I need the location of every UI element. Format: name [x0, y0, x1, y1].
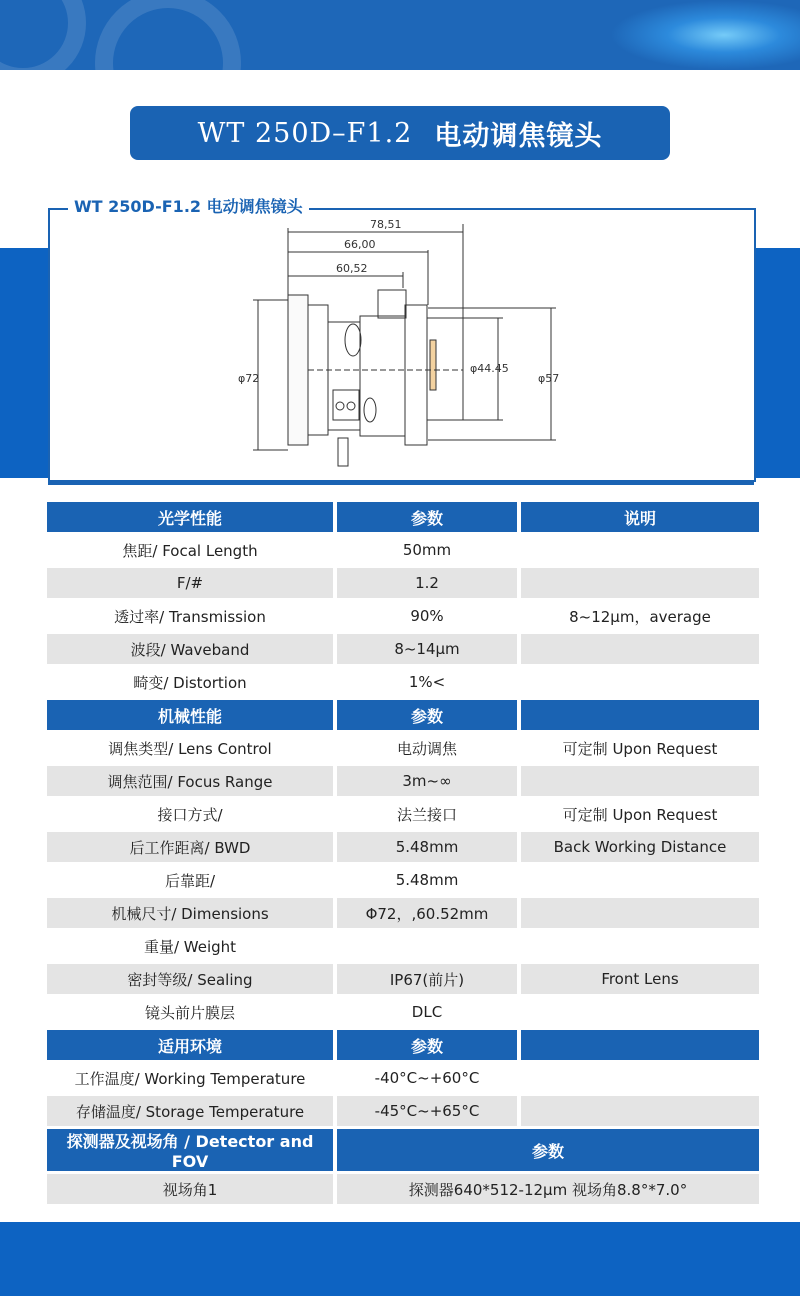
table-cell: 说明 [521, 502, 759, 535]
table-cell: 透过率/ Transmission [47, 601, 333, 634]
table-cell [521, 1063, 759, 1096]
table-cell: 后靠距/ [47, 865, 333, 898]
table-cell [521, 1096, 759, 1129]
section-header-optical [47, 502, 759, 535]
table-row [47, 799, 759, 832]
lens-technical-drawing [48, 210, 748, 478]
table-cell: 畸变/ Distortion [47, 667, 333, 700]
table-cell [521, 931, 759, 964]
table-cell: 调焦范围/ Focus Range [47, 766, 333, 799]
page-title [130, 106, 670, 160]
table-cell [521, 997, 759, 1030]
table-cell: 机械性能 [47, 700, 333, 733]
table-row [47, 832, 759, 865]
drawing-frame-bottom [48, 480, 754, 485]
table-cell: 8~14μm [337, 634, 517, 667]
table-cell: DLC [337, 997, 517, 1030]
table-cell [521, 535, 759, 568]
table-cell: 1.2 [337, 568, 517, 601]
right-side-band [752, 248, 800, 478]
table-cell: 工作温度/ Working Temperature [47, 1063, 333, 1096]
table-row [47, 535, 759, 568]
table-row [47, 634, 759, 667]
table-cell: 重量/ Weight [47, 931, 333, 964]
table-cell: 后工作距离/ BWD [47, 832, 333, 865]
table-cell: 参数 [337, 1129, 759, 1174]
table-cell: 探测器640*512-12μm 视场角8.8°*7.0° [337, 1174, 759, 1207]
table-cell [521, 700, 759, 733]
dim-66-00: 66,00 [344, 238, 376, 251]
lens-glow-decoration [610, 0, 800, 70]
table-cell: 可定制 Upon Request [521, 799, 759, 832]
table-cell [521, 865, 759, 898]
table-row [47, 865, 759, 898]
top-banner-background [0, 0, 800, 70]
title-model: WT 250D–F1.2 [197, 117, 413, 149]
table-cell: 5.48mm [337, 865, 517, 898]
table-cell: 波段/ Waveband [47, 634, 333, 667]
table-cell: 焦距/ Focal Length [47, 535, 333, 568]
table-cell: 50mm [337, 535, 517, 568]
dim-phi44: φ44.45 [470, 362, 509, 375]
spec-table [47, 502, 759, 1207]
table-cell: 视场角1 [47, 1174, 333, 1207]
table-row [47, 898, 759, 931]
left-side-band [0, 248, 48, 478]
table-cell: 镜头前片膜层 [47, 997, 333, 1030]
table-cell: 8~12μm，average [521, 601, 759, 634]
table-cell: F/# [47, 568, 333, 601]
table-cell: -45°C~+65°C [337, 1096, 517, 1129]
drawing-label: WT 250D-F1.2 电动调焦镜头 [68, 194, 309, 217]
table-cell: 机械尺寸/ Dimensions [47, 898, 333, 931]
table-cell: 调焦类型/ Lens Control [47, 733, 333, 766]
section-header-fov [47, 1129, 759, 1174]
table-row [47, 766, 759, 799]
table-cell: 密封等级/ Sealing [47, 964, 333, 997]
bottom-band [0, 1222, 800, 1296]
table-row [47, 667, 759, 700]
table-cell [521, 634, 759, 667]
table-row [47, 964, 759, 997]
table-cell: 1%< [337, 667, 517, 700]
table-cell: 光学性能 [47, 502, 333, 535]
dim-phi57: φ57 [538, 372, 560, 385]
table-cell [337, 931, 517, 964]
table-row [47, 568, 759, 601]
table-cell: 参数 [337, 700, 517, 733]
dim-phi72: φ72 [238, 372, 260, 385]
table-row [47, 601, 759, 634]
table-row [47, 1174, 759, 1207]
table-cell [521, 667, 759, 700]
table-cell: -40°C~+60°C [337, 1063, 517, 1096]
table-cell: 存储温度/ Storage Temperature [47, 1096, 333, 1129]
table-cell: 探测器及视场角 / Detector and FOV [47, 1129, 333, 1174]
table-cell: 3m~∞ [337, 766, 517, 799]
table-cell: 电动调焦 [337, 733, 517, 766]
table-cell: Back Working Distance [521, 832, 759, 865]
table-cell [521, 568, 759, 601]
table-row [47, 997, 759, 1030]
table-cell: Front Lens [521, 964, 759, 997]
table-row [47, 1063, 759, 1096]
table-cell: 参数 [337, 1030, 517, 1063]
table-cell: 适用环境 [47, 1030, 333, 1063]
table-cell [521, 1030, 759, 1063]
title-name: 电动调焦镜头 [434, 120, 603, 152]
table-cell: 接口方式/ [47, 799, 333, 832]
table-cell [521, 766, 759, 799]
table-cell: 法兰接口 [337, 799, 517, 832]
table-row [47, 1096, 759, 1129]
section-header-environment [47, 1030, 759, 1063]
section-header-mechanical [47, 700, 759, 733]
table-row [47, 931, 759, 964]
table-cell: IP67(前片) [337, 964, 517, 997]
table-cell: 可定制 Upon Request [521, 733, 759, 766]
table-cell: 5.48mm [337, 832, 517, 865]
table-cell: 90% [337, 601, 517, 634]
table-cell: 参数 [337, 502, 517, 535]
gear-decoration-icon [95, 0, 241, 70]
dim-78-51: 78,51 [370, 218, 402, 231]
table-cell [521, 898, 759, 931]
dim-60-52: 60,52 [336, 262, 368, 275]
gear-decoration-icon [0, 0, 86, 70]
table-row [47, 733, 759, 766]
table-cell: Φ72，,60.52mm [337, 898, 517, 931]
